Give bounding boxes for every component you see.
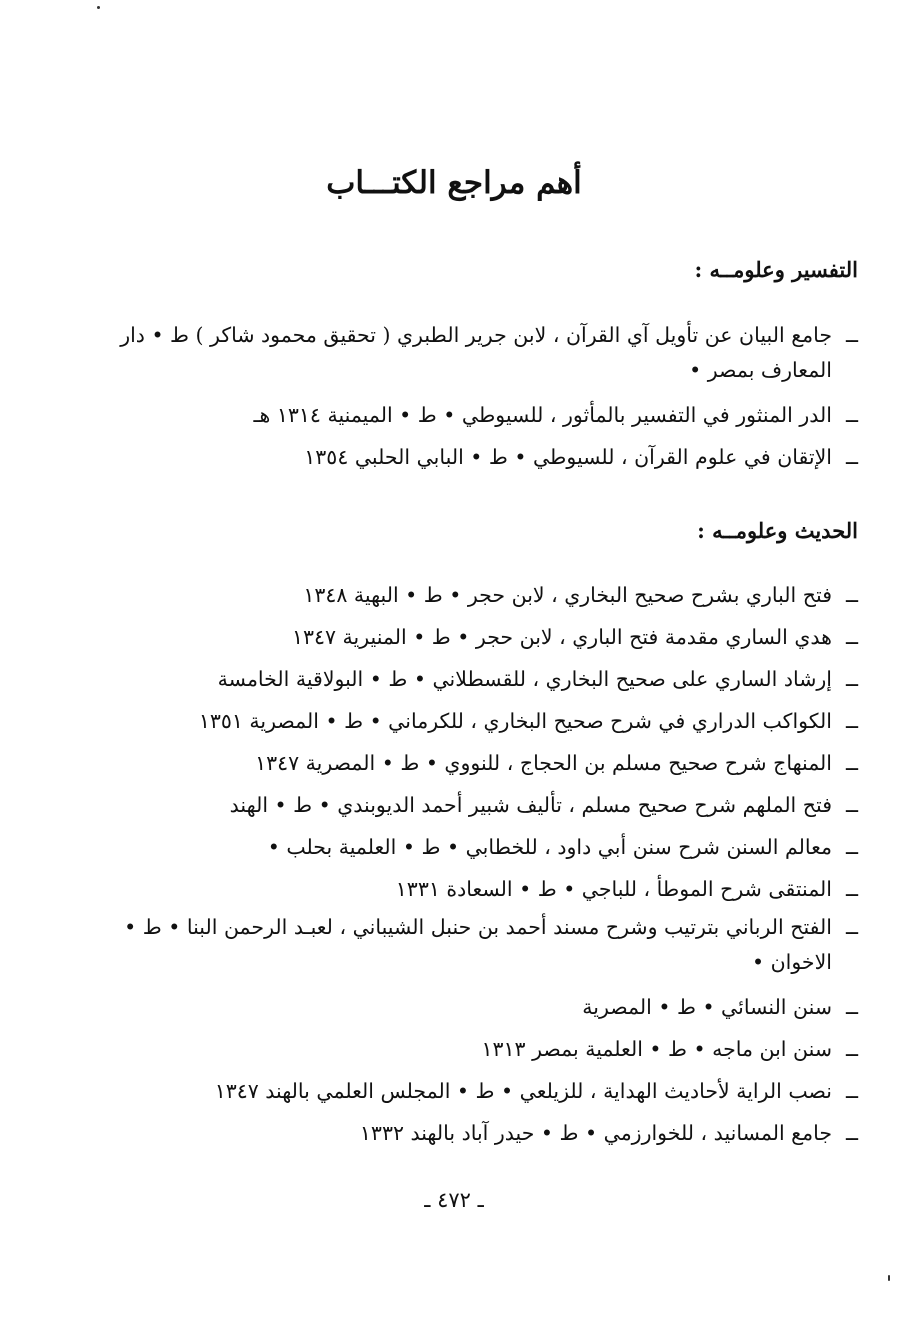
section-heading-tafsir: التفسير وعلومــه : (694, 257, 858, 282)
list-item (62, 700, 862, 742)
reference-text: الكواكب الدراري في شرح صحيح البخاري ، للكرماني • ط • المصرية ١٣٥١ (198, 709, 832, 733)
list-item (62, 318, 862, 394)
section-heading-hadith: الحديث وعلومــه : (697, 518, 858, 543)
dash-marker: ــ (845, 793, 858, 817)
references-list-hadith (62, 574, 862, 1154)
reference-text: الفتح الرباني بترتيب وشرح مسند أحمد بن حنبل الشيباني ، لعبـد الرحمن البنا • ط • الاخوان • (124, 915, 832, 974)
page-number: ـ ٤٧٢ ـ (424, 1188, 484, 1212)
list-item (62, 986, 862, 1028)
dash-marker: ــ (845, 915, 858, 939)
reference-text: المنهاج شرح صحيح مسلم بن الحجاج ، للنووي • ط • المصرية ١٣٤٧ (255, 751, 832, 775)
list-item (62, 394, 862, 436)
dash-marker: ــ (845, 751, 858, 775)
dash-marker: ــ (845, 667, 858, 691)
reference-text: المنتقى شرح الموطأ ، للباجي • ط • السعادة ١٣٣١ (395, 877, 832, 901)
reference-text: إرشاد الساري على صحيح البخاري ، للقسطلاني • ط • البولاقية الخامسة (217, 667, 832, 691)
list-item (62, 910, 862, 986)
dash-marker: ــ (845, 403, 858, 427)
dash-marker: ــ (845, 1079, 858, 1103)
list-item (62, 616, 862, 658)
dash-marker: ــ (845, 445, 858, 469)
list-item (62, 658, 862, 700)
dash-marker: ــ (845, 1037, 858, 1061)
reference-text: الدر المنثور في التفسير بالمأثور ، للسيوطي • ط • الميمنية ١٣١٤ هـ (253, 403, 832, 427)
page-title: أهم مراجع الكتـــاب (326, 165, 582, 201)
dash-marker: ــ (845, 835, 858, 859)
dash-marker: ــ (845, 995, 858, 1019)
reference-text: هدي الساري مقدمة فتح الباري ، لابن حجر • ط • المنيرية ١٣٤٧ (291, 625, 832, 649)
scan-speck (97, 6, 100, 9)
list-item (62, 436, 862, 478)
dash-marker: ــ (845, 323, 858, 347)
references-list-tafsir (62, 318, 862, 478)
reference-text: نصب الراية لأحاديث الهداية ، للزيلعي • ط • المجلس العلمي بالهند ١٣٤٧ (214, 1079, 832, 1103)
list-item (62, 1070, 862, 1112)
list-item (62, 868, 862, 910)
reference-text: سنن النسائي • ط • المصرية (582, 995, 832, 1019)
scan-speck (888, 1275, 890, 1281)
list-item (62, 1112, 862, 1154)
dash-marker: ــ (845, 583, 858, 607)
list-item (62, 574, 862, 616)
dash-marker: ــ (845, 709, 858, 733)
reference-text: الإتقان في علوم القرآن ، للسيوطي • ط • البابي الحلبي ١٣٥٤ (304, 445, 832, 469)
reference-text: جامع المسانيد ، للخوارزمي • ط • حيدر آباد بالهند ١٣٣٢ (359, 1121, 832, 1145)
list-item (62, 742, 862, 784)
list-item (62, 784, 862, 826)
list-item (62, 1028, 862, 1070)
list-item (62, 826, 862, 868)
reference-text: جامع البيان عن تأويل آي القرآن ، لابن جرير الطبري ( تحقيق محمود شاكر ) ط • دار المعارف بمصر • (120, 323, 832, 382)
reference-text: فتح الباري بشرح صحيح البخاري ، لابن حجر • ط • البهية ١٣٤٨ (303, 583, 832, 607)
reference-text: سنن ابن ماجه • ط • العلمية بمصر ١٣١٣ (481, 1037, 832, 1061)
reference-text: فتح الملهم شرح صحيح مسلم ، تأليف شبير أحمد الديوبندي • ط • الهند (229, 793, 832, 817)
reference-text: معالم السنن شرح سنن أبي داود ، للخطابي • ط • العلمية بحلب • (267, 835, 832, 859)
dash-marker: ــ (845, 625, 858, 649)
dash-marker: ــ (845, 877, 858, 901)
dash-marker: ــ (845, 1121, 858, 1145)
